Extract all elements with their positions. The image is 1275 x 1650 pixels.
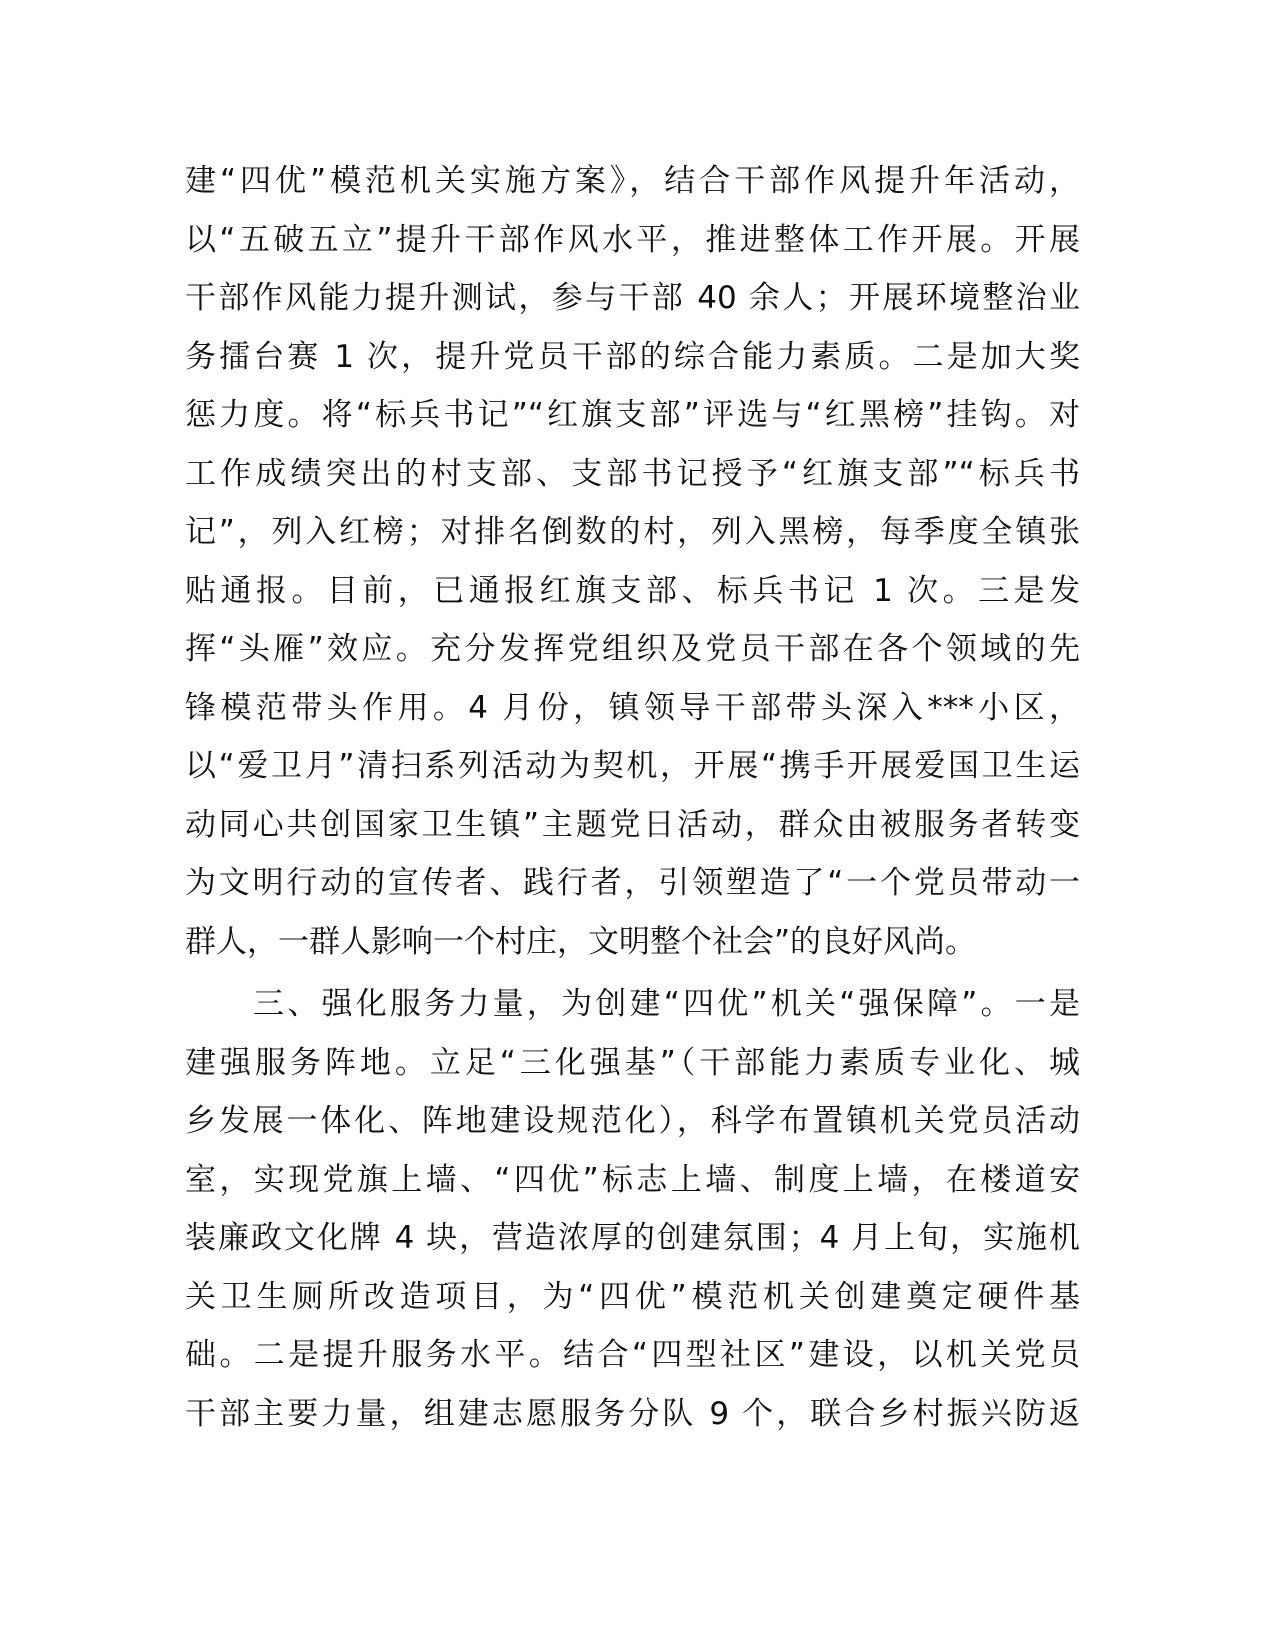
- text-line: 动同心共创国家卫生镇”主题党日活动，群众由被服务者转变: [185, 806, 1080, 843]
- text-line: 建强服务阵地。立足“三化强基”（干部能力素质专业化、城: [185, 1044, 1080, 1081]
- text-line: 锋模范带头作用。4 月份，镇领导干部带头深入***小区，: [185, 689, 1080, 726]
- text-line: 挥“头雁”效应。充分发挥党组织及党员干部在各个领域的先: [185, 631, 1080, 667]
- text-line: 贴通报。目前，已通报红旗支部、标兵书记 1 次。三是发: [185, 572, 1080, 609]
- text-line: 建“四优”模范机关实施方案》，结合干部作风提升年活动，: [185, 163, 1080, 199]
- text-line: 记”，列入红榜；对排名倒数的村，列入黑榜，每季度全镇张: [185, 514, 1080, 550]
- paragraph-1: [185, 152, 1080, 971]
- text-line: 惩力度。将“标兵书记”“红旗支部”评选与“红黑榜”挂钩。对: [185, 397, 1080, 433]
- text-line: 础。二是提升服务水平。结合“四型社区”建设，以机关党员: [185, 1337, 1080, 1373]
- text-line: 室，实现党旗上墙、“四优”标志上墙、制度上墙，在楼道安: [185, 1161, 1080, 1198]
- text-line: 关卫生厕所改造项目，为“四优”模范机关创建奠定硬件基: [185, 1278, 1080, 1315]
- text-line: 干部主要力量，组建志愿服务分队 9 个，联合乡村振兴防返: [185, 1395, 1080, 1432]
- text-line: 为文明行动的宣传者、践行者，引领塑造了“一个党员带动一: [185, 865, 1080, 901]
- text-line: 干部作风能力提升测试，参与干部 40 余人；开展环境整治业: [185, 280, 1080, 316]
- text-line: 以“五破五立”提升干部作风水平，推进整体工作开展。开展: [185, 221, 1080, 258]
- text-line: 装廉政文化牌 4 块，营造浓厚的创建氛围；4 月上旬，实施机: [185, 1220, 1080, 1256]
- text-line: 三、强化服务力量，为创建“四优”机关“强保障”。一是: [253, 986, 1080, 1022]
- text-line: 群人，一群人影响一个村庄，文明整个社会”的良好风尚。: [185, 923, 977, 960]
- paragraph-2: [185, 975, 1080, 1443]
- text-line: 工作成绩突出的村支部、支部书记授予“红旗支部”“标兵书: [185, 455, 1080, 492]
- text-line: 乡发展一体化、阵地建设规范化），科学布置镇机关党员活动: [185, 1103, 1080, 1139]
- text-line: 以“爱卫月”清扫系列活动为契机，开展“携手开展爱国卫生运: [185, 748, 1080, 784]
- text-line: 务擂台赛 1 次，提升党员干部的综合能力素质。二是加大奖: [185, 338, 1080, 375]
